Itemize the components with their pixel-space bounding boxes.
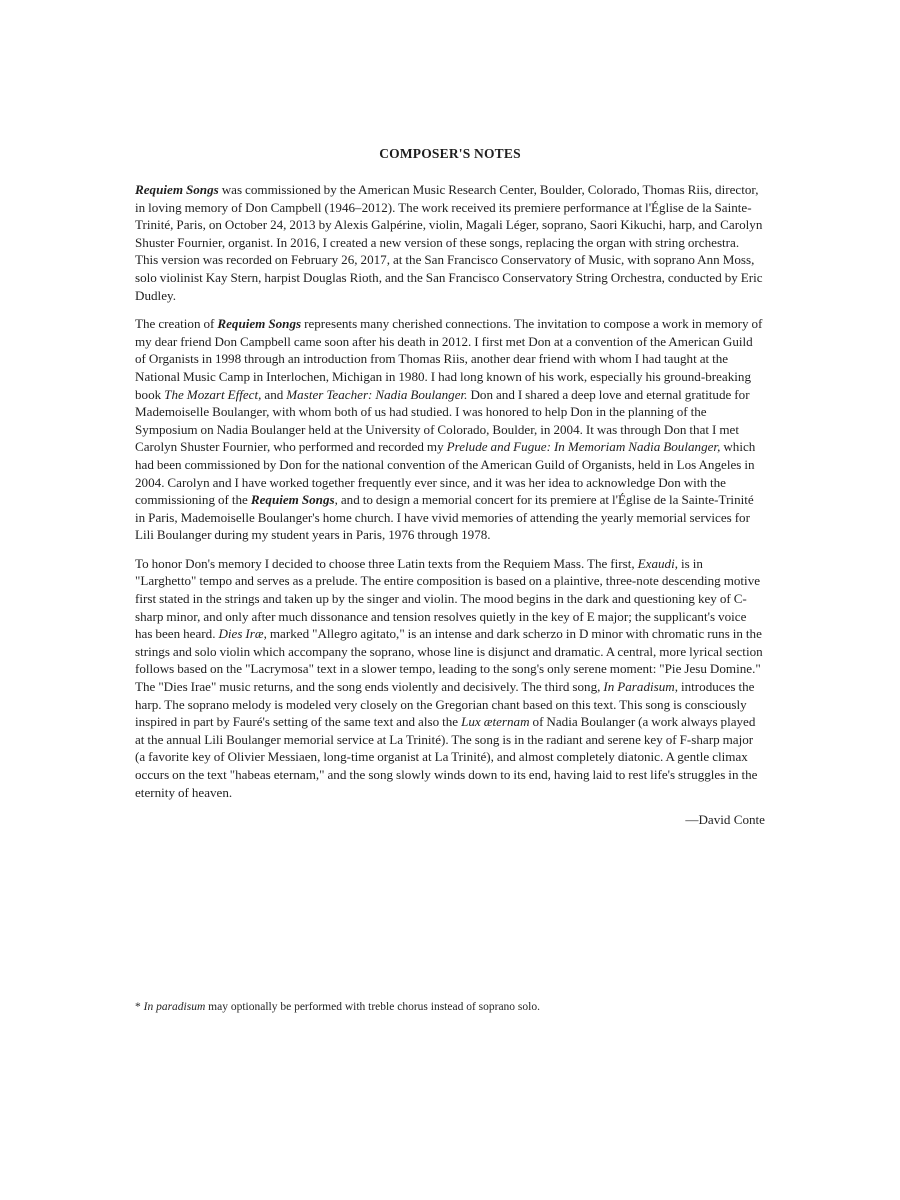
paragraph-commission — [135, 181, 765, 304]
composers-notes-page — [135, 146, 765, 828]
text-span: To honor Don's memory I decided to choose three Latin texts from the Requiem Mass. The first, — [135, 555, 638, 571]
footnote — [135, 1000, 540, 1015]
work-title: Requiem Songs — [135, 182, 219, 197]
text-span: The creation of — [135, 316, 218, 332]
text-span: which had been commissioned by Don for the national convention of the American Guild of Organists, held in Los Angeles in 2004. Carolyn and I have worked together frequently ever since, and it was her idea to acknowledge Don with the commissioning of the — [135, 439, 756, 508]
book-title: Master Teacher: Nadia Boulanger. — [286, 386, 468, 402]
text-span: was commissioned by the American Music Research Center, Boulder, Colorado, Thomas Riis, director, in loving memory of Don Campbell (1946–2012). The work received its premiere performance at l'Église de la Sainte-Trinité, Paris, on October 24, 2013 by Alexis Galpérine, violin, Magali Léger, soprano, Saori Kikuchi, harp, and Carolyn Shuster Fournier, organist. In 2016, I created a new version of these songs, replacing the organ with string orchestra. This version was recorded on February 26, 2017, at the San Francisco Conservatory of Music, with soprano Ann Moss, solo violinist Kay Stern, harpist Douglas Rioth, and the San Francisco Conservatory String Orchestra, conducted by Eric Dudley. — [135, 182, 763, 303]
text-span: may optionally be performed with treble chorus instead of soprano solo. — [205, 1001, 540, 1013]
text-span: and — [261, 386, 287, 402]
work-title: Lux æternam — [461, 714, 530, 730]
work-title: Requiem Songs — [217, 316, 302, 332]
text-span: , marked "Allegro agitato," is an intense and dark scherzo in D minor with chromatic runs in the strings and solo violin which accompany the soprano, whose line is disjunct and dramatic. A central, more lyrical section follows based on the "Lacrymosa" text in a slower tempo, leading to the song's only serene moment: "Pie Jesu Domine." The "Dies Irae" music returns, and the song ends violently and decisively. The third song, — [135, 626, 763, 695]
book-title: The Mozart Effect, — [164, 386, 262, 402]
text-span: Don and I shared a deep love and eternal gratitude for Mademoiselle Boulanger, with whom both of us had studied. I was honored to help Don in the planning of the Symposium on Nadia Boulanger held at the University of Colorado, Boulder, in 2004. It was through Don that I met Carolyn Shuster Fournier, who performed and recorded my — [135, 386, 750, 455]
song-title: In paradisum — [143, 1001, 206, 1013]
author-signature: —David Conte — [685, 812, 765, 828]
page-title: COMPOSER'S NOTES — [379, 146, 521, 161]
work-title: Prelude and Fugue: In Memoriam Nadia Boulanger, — [446, 439, 721, 455]
text-span: , is in "Larghetto" tempo and serves as a prelude. The entire composition is based on a plaintive, three-note descending motive first stated in the strings and taken up by the singer and violin. The mood begins in the dark and questioning key of C-sharp minor, and only after much dissonance and tension resolves quietly in the key of E major; the supplicant's voice has been heard. — [135, 555, 761, 642]
footnote-marker: * — [135, 1001, 144, 1013]
song-title: Exaudi — [637, 555, 675, 571]
text-span: of Nadia Boulanger (a work always played at the annual Lili Boulanger memorial service at La Trinité). The song is in the radiant and serene key of F-sharp major (a favorite key of Olivier Messiaen, long-time organist at La Trinité), and almost completely diatonic. A gentle climax occurs on the text "habeas eternam," and the song slowly winds down to its end, having laid to rest life's struggles in the eternity of heaven. — [135, 714, 758, 800]
text-span: , introduces the harp. The soprano melody is modeled very closely on the Gregorian chant based on this text. This song is consciously inspired in part by Fauré's setting of the same text and also the — [135, 679, 755, 730]
text-span: represents many cherished connections. The invitation to compose a work in memory of my dear friend Don Campbell came soon after his death in 2012. I first met Don at a convention of the American Guild of Organists in 1998 through an introduction from Thomas Riis, another dear friend with whom I had taught at the National Music Camp in Interlochen, Michigan in 1980. I had long known of his work, especially his ground-breaking book — [135, 316, 763, 402]
paragraph-analysis — [135, 555, 765, 801]
song-title: In Paradisum — [603, 679, 675, 695]
paragraph-connections — [135, 315, 765, 544]
work-title: Requiem Songs — [250, 492, 335, 508]
song-title: Dies Iræ — [218, 626, 264, 642]
text-span: , and to design a memorial concert for its premiere at l'Église de la Sainte-Trinité in Paris, Mademoiselle Boulanger's home church. I have vivid memories of attending the yearly memorial services for Lili Boulanger during my student years in Paris, 1976 through 1978. — [135, 492, 754, 543]
